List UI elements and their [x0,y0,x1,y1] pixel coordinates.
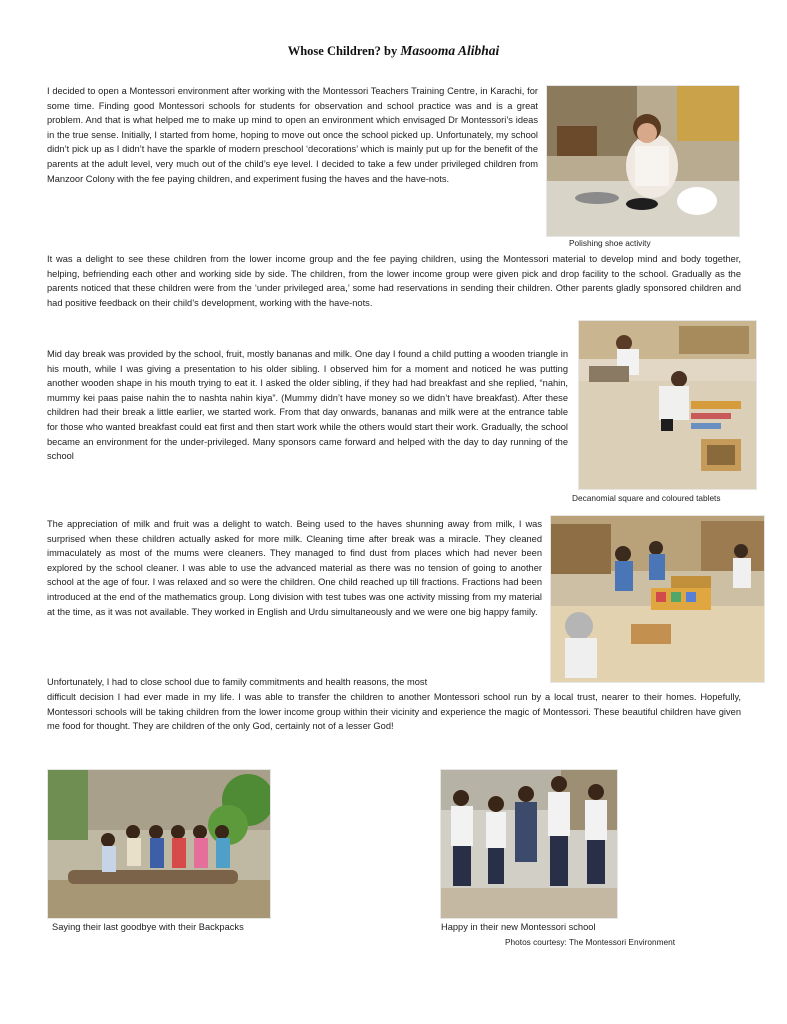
title-text: Whose Children? by [287,44,398,58]
photo-classroom [550,515,765,683]
caption-new-school: Happy in their new Montessori school [441,922,596,932]
paragraph-5-first-line: Unfortunately, I had to close school due to family commitments and health reasons, the most [47,677,428,687]
photo-goodbye-backpacks [47,769,271,919]
photo-decanomial-square [578,320,757,490]
photo-polishing-shoe [546,85,740,237]
paragraph-2: It was a delight to see these children from the lower income group and the fee paying children, using the Montessori material to develop mind and body together, helping, befriending each other and working side by side. The children, from the lower income group were given pick and drop facility to the school. Gradually as the parents noticed that these children were from the ‘under privileged area,’ some had reservations in sending their children. Other parents gladly sponsored children and had positive feedback on their child’s development, working with the have-nots. [47,254,741,308]
paragraph-1: I decided to open a Montessori environment after working with the Montessori Teachers Training Centre, in Karachi, for some time. Finding good Montessori schools for students for observation and school practice was and is a great problem. And that is what helped me to make up mind to open an environment which envisaged Dr Montessori’s ideas in the true sense. Initially, I started from home, hoping to move out once the school picked up. Unfortunately, my school didn’t pick up as I didn’t have the sparkle of modern preschool ‘decorations’ which is mainly put up for the benefit of the parents at the adult level, very much out of the child’s eye level. I decided to take a few under privileged children from Manzoor Colony with the fee paying children, and experiment fusing the haves and the have-nots. [47,86,538,184]
page-title [0,43,787,59]
paragraph-3: Mid day break was provided by the school, fruit, mostly bananas and milk. One day I found a child putting a wooden triangle in his mouth, while I was giving a presentation to his older sibling. I observed him for a moment and noticed he was putting another wooden shape in his mouth trying to eat it. I asked the older sibling, if they had had breakfast and she replied, “nahin, mummy kei paas paise nahin the to nashta nahin kiya”. (Mummy didn’t have money so we didn’t have breakfast). After these children had their break a little earlier, we started work. From that day onwards, bananas and milk were at the entrance table for those who wanted breakfast could eat first and then start work while the others would start their work. Gradually, the school became an environment for the under-privileged. Many sponsors came forward and helped with the day to day running of the school [47,349,568,462]
photo-new-montessori-school [440,769,618,919]
paragraph-4: The appreciation of milk and fruit was a delight to watch. Being used to the haves shunning away from milk, I was surprised when these children actually asked for more milk. Cleaning time after break was a miracle. They cleaned immaculately as most of the mums were cleaners. They managed to find dust from places which had never been explored by the school cleaner. I was able to use the advanced material as there was no tension of going to another school at the age of four. I was relaxed and so were the children. One child reached up till fractions. Fractions had been introduced at the end of the mathematics group. Long division with test tubes was one activity missing from my material at the time, as it was not available. They worked in English and Urdu simultaneously and we were one big happy family. [47,519,542,617]
paragraph-5: difficult decision I had ever made in my life. I was able to transfer the children to another Montessori school run by a local trust, nearer to their homes. Hopefully, Montessori schools will be taking children from the lower income group within their vicinity and experience the magic of Montessori. These beautiful children have given me food for thought. They are children of the only God, certainly not of a lesser God! [47,692,741,732]
caption-goodbye: Saying their last goodbye with their Backpacks [52,922,244,932]
caption-decanomial: Decanomial square and coloured tablets [572,493,721,503]
caption-photos-courtesy: Photos courtesy: The Montessori Environment [505,937,676,947]
caption-polishing-shoe: Polishing shoe activity [569,238,651,248]
author-name: Masooma Alibhai [400,43,500,58]
